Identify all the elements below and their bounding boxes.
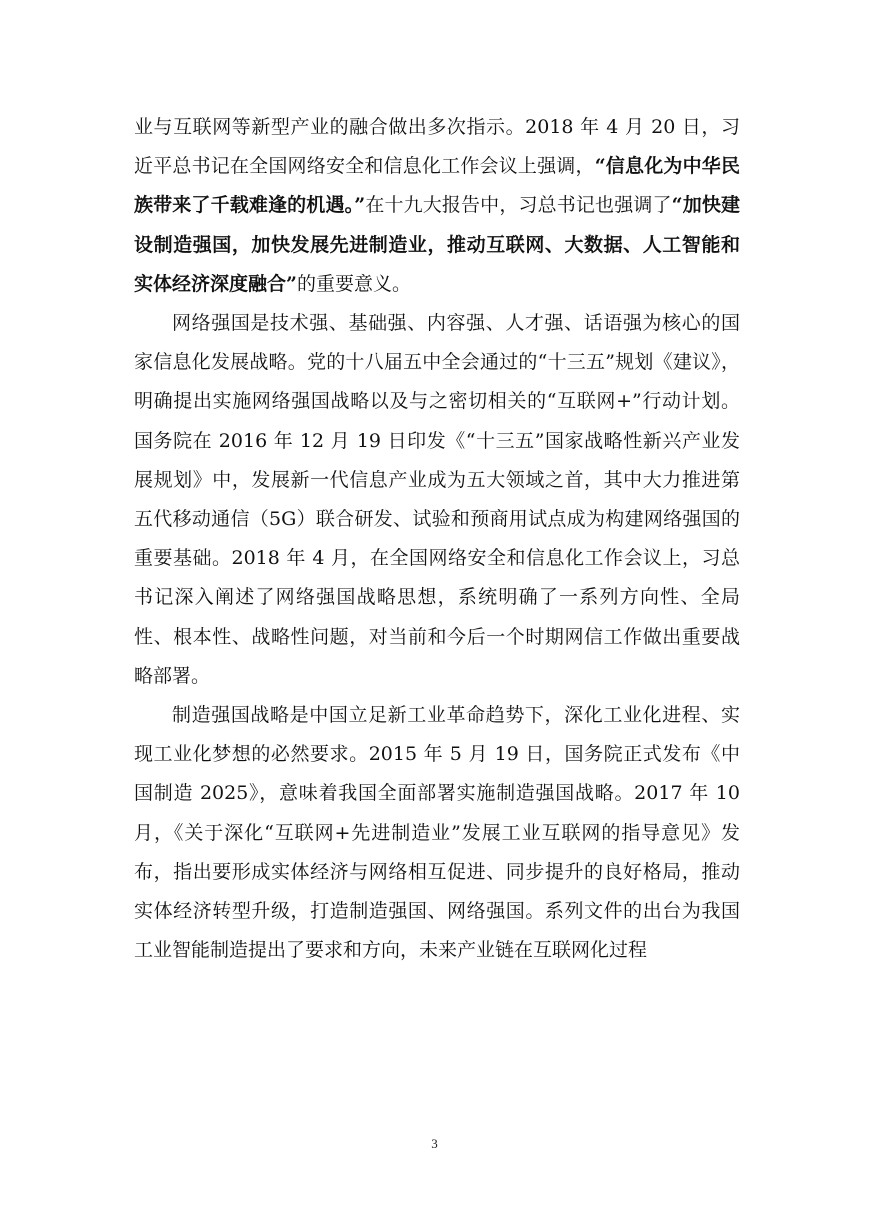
bold-quote-segment: “加快建设制造强国，加快发展先进制造业，推动互联网、大数据、人工智能和实体经济深度融合” <box>134 194 740 295</box>
page-number: 3 <box>431 1136 438 1151</box>
text-segment: 在十九大报告中，习总书记也强调了 <box>365 194 672 217</box>
bold-quote-segment: “信息化为中华民族带来了千载难逢的机遇。” <box>134 155 740 217</box>
body-text <box>134 108 740 970</box>
paragraph-2 <box>134 304 740 696</box>
paragraph-1 <box>134 108 740 304</box>
text-segment: 网络强国是技术强、基础强、内容强、人才强、话语强为核心的国家信息化发展战略。党的十八届五中全会通过的“十三五”规划《建议》，明确提出实施网络强国战略以及与之密切相关的“互联网+”行动计划。 国务院在 2016 年 12 月 19 日印发《“十三五”国家战略性新兴产业发展规划》中，发展新一代信息产业成为五大领域之首，其中大力推进第五代移动通信（5G）联合研发、试验和预商用试点成为构建网络强国的重要基础。2018 年 4 月，在全国网络安全和信息化工作会议上，习总书记深入阐述了网络强国战略思想，系统明确了一系列方向性、全局性、根本性、战略性问题，对当前和今后一个时期网信工作做出重要战略部署。 <box>134 312 740 687</box>
text-segment: 业与互联网等新型产业的融合做出多次指示。2018 年 4 月 20 日，习近平总书记在全国网络安全和信息化工作会议上强调， <box>134 116 740 178</box>
text-segment: 的重要意义。 <box>296 272 411 295</box>
paragraph-3 <box>134 696 740 970</box>
text-segment: 制造强国战略是中国立足新工业革命趋势下，深化工业化进程、实现工业化梦想的必然要求。2015 年 5 月 19 日，国务院正式发布《中国制造 2025》，意味着我国全面部署实施制造强国战略。2017 年 10 月，《关于深化“互联网+先进制造业”发展工业互联网的指导意见》发布，指出要形成实体经济与网络相互促进、同步提升的良好格局，推动实体经济转型升级，打造制造强国、网络强国。系列文件的出台为我国工业智能制造提出了要求和方向，未来产业链在互联网化过程 <box>134 704 740 962</box>
